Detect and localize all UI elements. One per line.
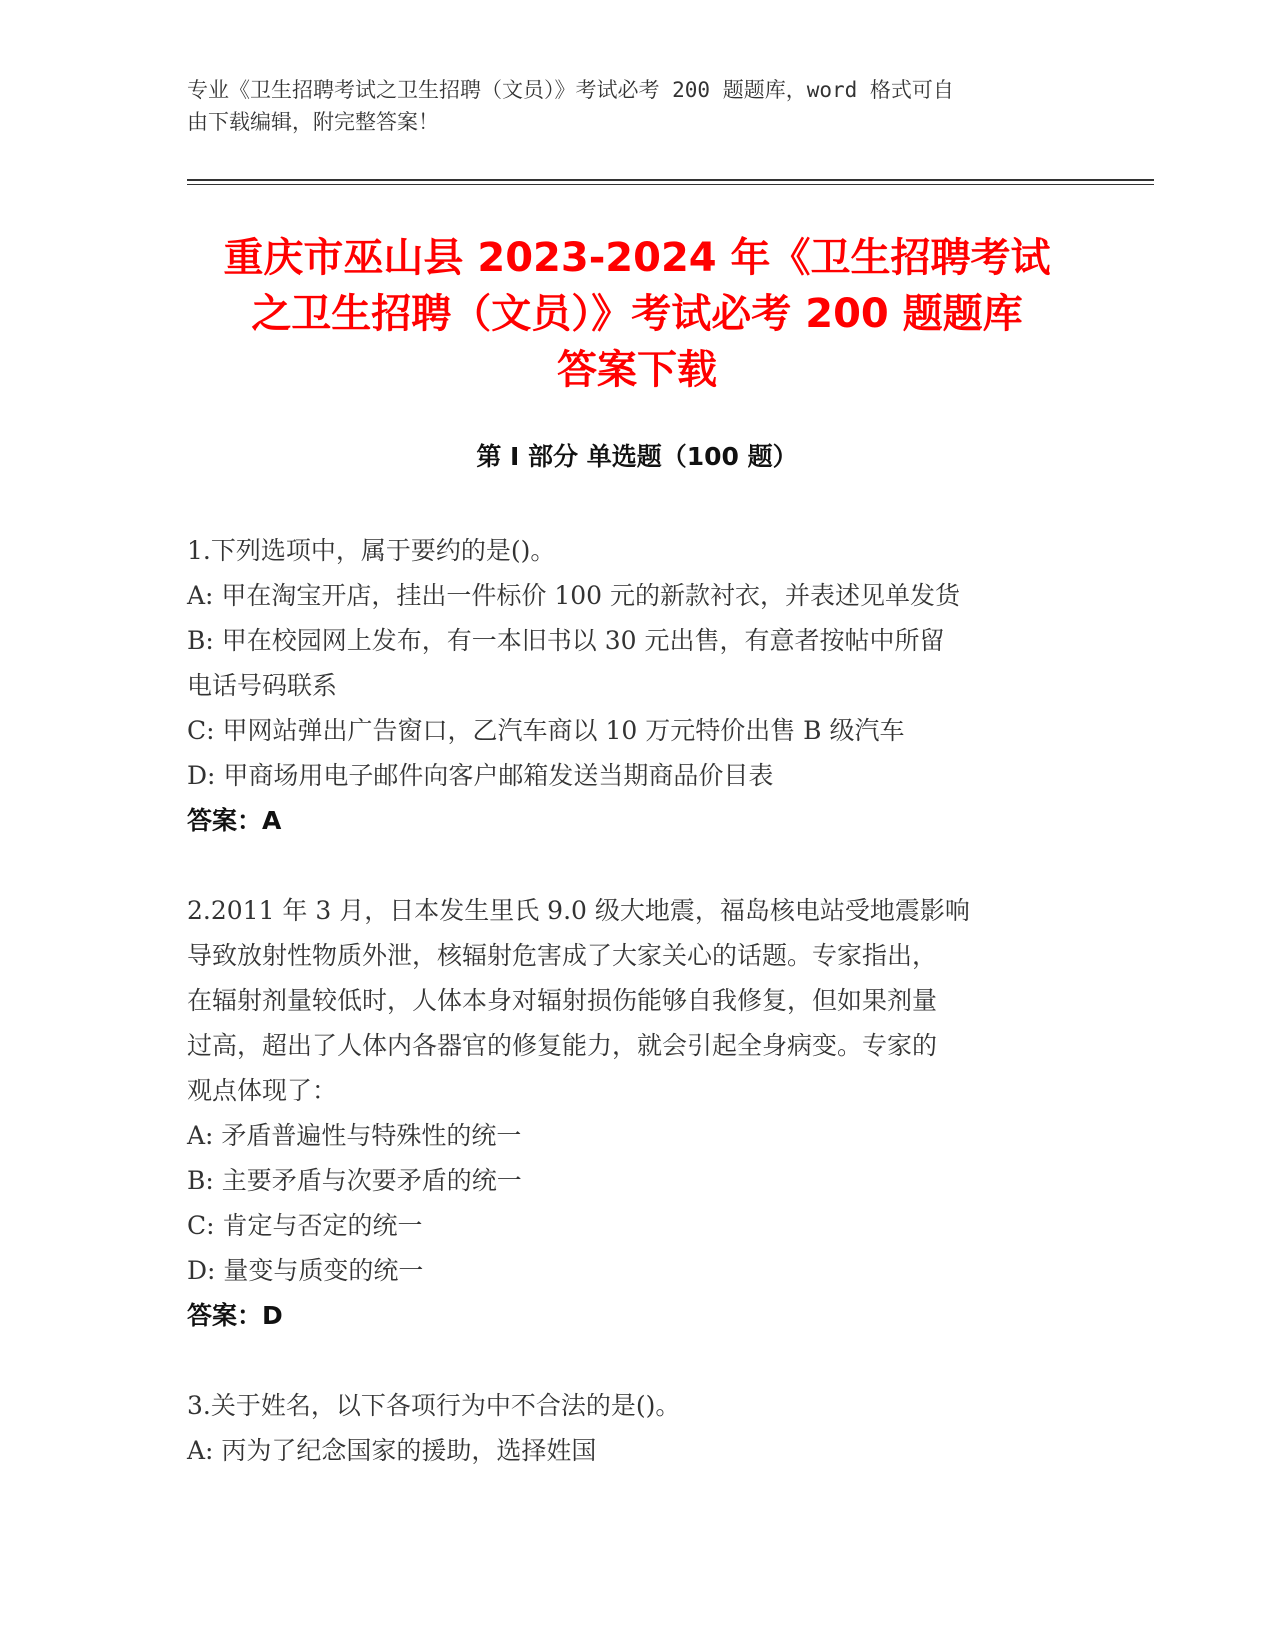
section-title: 第 I 部分 单选题（100 题） — [476, 442, 798, 471]
question-list — [187, 528, 1087, 1518]
title-line: 之卫生招聘（文员）》考试必考 200 题题库 — [251, 291, 1023, 337]
header-note-line: 专业《卫生招聘考试之卫生招聘（文员）》考试必考 200 题题库，word 格式可自 — [187, 78, 954, 102]
question-stem: 2.2011 年 3 月，日本发生里氏 9.0 级大地震，福岛核电站受地震影响 — [187, 896, 970, 925]
header-divider-thin — [187, 184, 1154, 185]
header-divider-thick — [187, 179, 1154, 181]
question-stem: 观点体现了： — [187, 1076, 338, 1105]
option-d: D: 量变与质变的统一 — [187, 1256, 424, 1285]
option-b: B: 甲在校园网上发布，有一本旧书以 30 元出售，有意者按帖中所留 — [187, 626, 945, 655]
question-stem: 在辐射剂量较低时，人体本身对辐射损伤能够自我修复，但如果剂量 — [187, 986, 938, 1015]
title-line: 答案下载 — [557, 347, 717, 393]
title-line: 重庆市巫山县 2023-2024 年《卫生招聘考试 — [223, 235, 1051, 281]
question-1 — [187, 528, 1087, 843]
question-stem: 导致放射性物质外泄，核辐射危害成了大家关心的话题。专家指出， — [187, 941, 938, 970]
option-b: B: 主要矛盾与次要矛盾的统一 — [187, 1166, 522, 1195]
question-stem: 过高，超出了人体内各器官的修复能力，就会引起全身病变。专家的 — [187, 1031, 938, 1060]
header-note — [187, 74, 1067, 138]
document-title — [187, 230, 1087, 398]
question-stem: 1.下列选项中，属于要约的是()。 — [187, 536, 556, 565]
option-b-continued: 电话号码联系 — [187, 671, 338, 700]
option-c: C: 甲网站弹出广告窗口，乙汽车商以 10 万元特价出售 B 级汽车 — [187, 716, 905, 745]
answer: 答案：A — [187, 806, 282, 835]
option-d: D: 甲商场用电子邮件向客户邮箱发送当期商品价目表 — [187, 761, 774, 790]
question-stem: 3.关于姓名，以下各项行为中不合法的是()。 — [187, 1391, 681, 1420]
question-3 — [187, 1383, 1087, 1473]
header-note-line: 由下载编辑，附完整答案！ — [187, 110, 439, 134]
option-a: A: 甲在淘宝开店，挂出一件标价 100 元的新款衬衣，并表述见单发货 — [187, 581, 961, 610]
option-c: C: 肯定与否定的统一 — [187, 1211, 423, 1240]
option-a: A: 矛盾普遍性与特殊性的统一 — [187, 1121, 522, 1150]
option-a: A: 丙为了纪念国家的援助，选择姓国 — [187, 1436, 597, 1465]
answer: 答案：D — [187, 1301, 283, 1330]
question-2 — [187, 888, 1087, 1338]
